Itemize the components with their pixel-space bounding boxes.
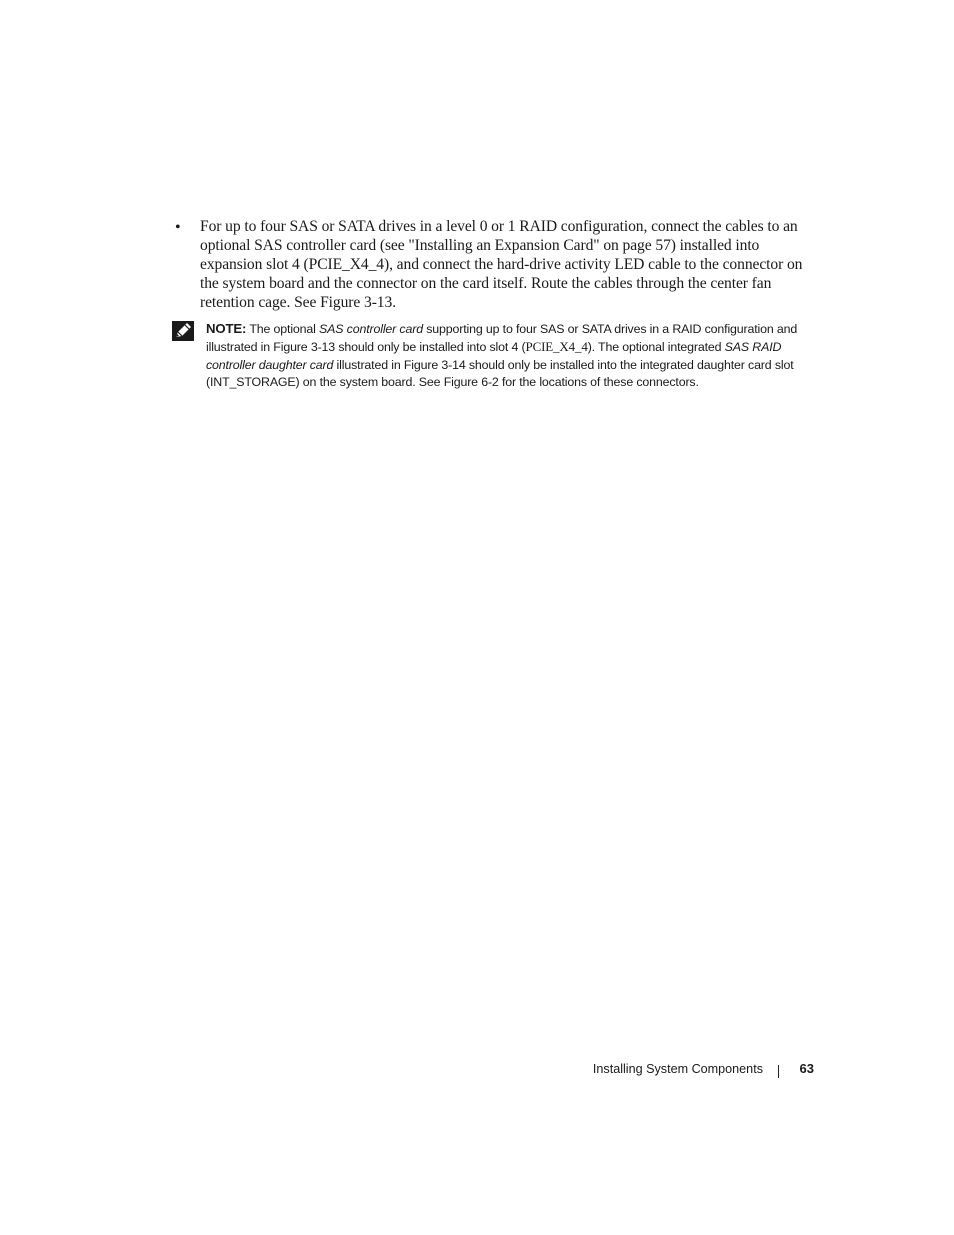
note-text-part: ). The optional integrated	[587, 340, 725, 355]
note-italic-term: SAS controller card	[319, 322, 423, 336]
page-footer	[560, 1060, 816, 1082]
note-text	[206, 320, 822, 391]
note-text-part: The optional	[246, 322, 320, 336]
note-text-part: supporting up to four SAS or SATA drives in a RAID configuration and illustrated in Figure 3-13 should only be installed into slot 4 (	[206, 322, 798, 355]
bullet-item	[172, 218, 822, 313]
bullet-marker: •	[175, 219, 181, 236]
note-slot-code: PCIE_X4_4	[525, 339, 588, 355]
bullet-paragraph: For up to four SAS or SATA drives in a level 0 or 1 RAID configuration, connect the cables to an optional SAS controller card (see "Installing an Expansion Card" on page 57) installed into expansion slot 4 (PCIE_X4_4), and connect the hard-drive activity LED cable to the connector on the system board and the connector on the card itself. Route the cables through the center fan retention cage. See Figure 3-13.	[200, 218, 803, 311]
note-italic-term: SAS RAID controller daughter card	[206, 340, 782, 372]
note-label: NOTE:	[206, 321, 247, 336]
page-number: 63	[799, 1061, 814, 1076]
pencil-note-icon	[172, 321, 194, 341]
note-text-part: illustrated in Figure 3-14 should only be installed into the integrated daughter card slot (INT_STORAGE) on the system board. See Figure 6-2 for the locations of these connectors.	[206, 357, 794, 389]
note-box	[172, 320, 822, 391]
footer-divider	[778, 1065, 779, 1078]
footer-section-title: Installing System Components	[592, 1062, 763, 1076]
